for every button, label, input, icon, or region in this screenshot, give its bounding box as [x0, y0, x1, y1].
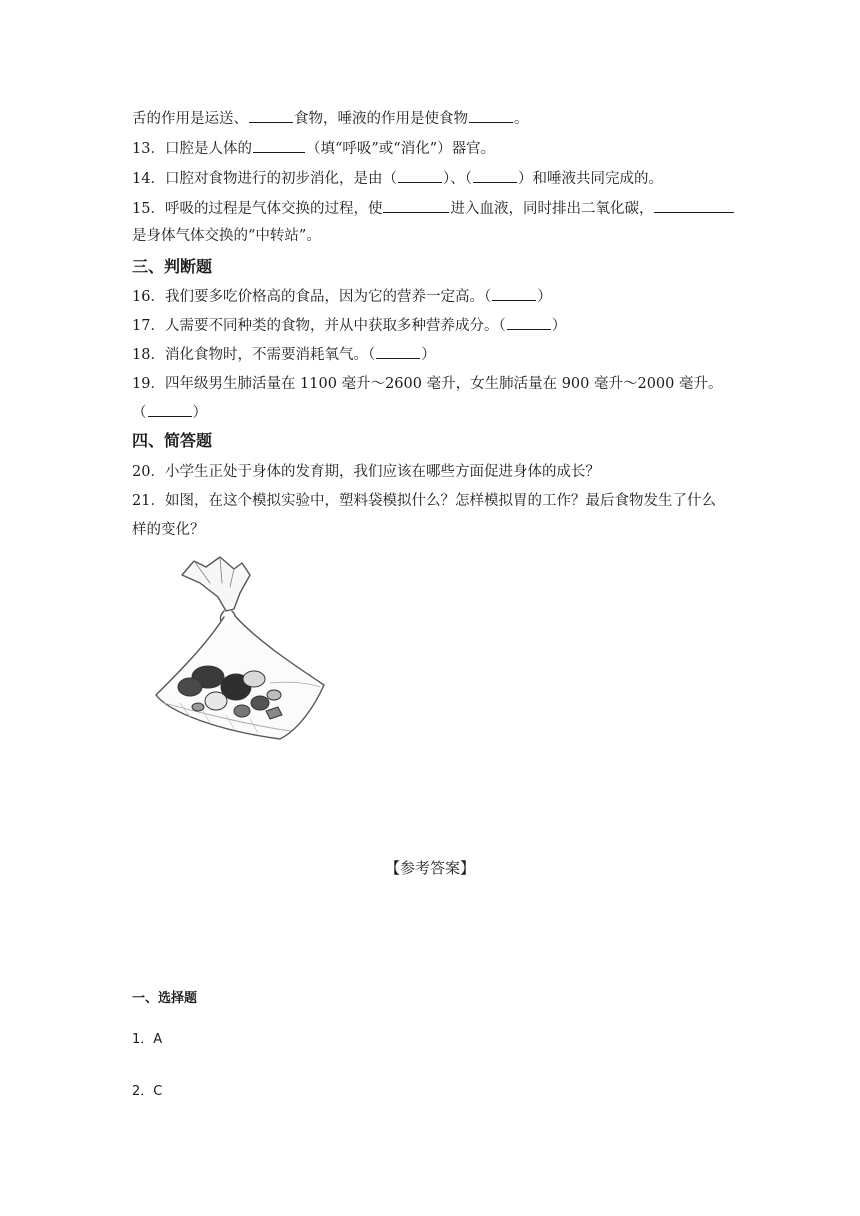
answer-blank[interactable] [654, 198, 734, 213]
question-text: 。 [514, 111, 529, 127]
answer-blank[interactable] [473, 168, 517, 183]
answer-blank[interactable] [383, 198, 449, 213]
question-text: 19．四年级男生肺活量在 1100 毫升～2600 毫升，女生肺活量在 900 毫升～2000 毫升。 [132, 376, 723, 392]
question-text: 15．呼吸的过程是气体交换的过程，使 [132, 201, 383, 217]
question-text: 17．人需要不同种类的食物，并从中获取多种营养成分。（ [132, 318, 506, 334]
question-text: ） [551, 318, 567, 334]
plastic-bag-food-illustration [150, 553, 330, 743]
answer-section-heading: 一、选择题 [132, 991, 198, 1006]
question-text: ） [421, 347, 436, 363]
answer-item-2: 2．C [132, 1084, 163, 1099]
section-heading-judge: 三、判断题 [132, 257, 213, 276]
question-13 [132, 138, 495, 159]
question-17 [132, 315, 566, 336]
question-text: 是身体气体交换的“中转站”。 [132, 228, 321, 244]
question-text: （填“呼吸”或“消化”）器官。 [305, 141, 496, 157]
question-12-continuation [132, 108, 529, 129]
question-21: 21．如图，在这个模拟实验中，塑料袋模拟什么？怎样模拟胃的工作？最后食物发生了什么 [132, 493, 716, 509]
answer-blank[interactable] [253, 138, 305, 153]
question-18 [132, 344, 436, 365]
question-text: 18．消化食物时，不需要消耗氧气。（ [132, 347, 376, 363]
question-20: 20．小学生正处于身体的发育期，我们应该在哪些方面促进身体的成长？ [132, 464, 600, 480]
question-text: ） [192, 405, 207, 421]
question-text: （ [132, 405, 147, 421]
answer-blank[interactable] [492, 286, 536, 301]
question-21-line2: 样的变化？ [132, 522, 205, 538]
section-heading-short-answer: 四、简答题 [132, 431, 213, 450]
question-text: 16．我们要多吃价格高的食品，因为它的营养一定高。（ [132, 289, 492, 305]
answer-item-1: 1．A [132, 1032, 163, 1047]
question-19-line2 [132, 402, 207, 423]
question-text: 13．口腔是人体的 [132, 141, 252, 157]
question-19 [132, 374, 722, 394]
question-16 [132, 286, 552, 307]
question-text: 食物，唾液的作用是使食物 [294, 111, 468, 127]
question-15 [132, 198, 735, 219]
question-text: 舌的作用是运送、 [132, 111, 248, 127]
question-text: ）和唾液共同完成的。 [517, 171, 663, 187]
answer-blank[interactable] [376, 344, 420, 359]
answer-blank[interactable] [507, 315, 551, 330]
question-14 [132, 168, 663, 189]
answer-blank[interactable] [249, 108, 293, 123]
question-15-line2 [132, 226, 321, 246]
answer-blank[interactable] [148, 402, 192, 417]
question-text: ） [537, 289, 552, 305]
question-text: 14．口腔对食物进行的初步消化，是由（ [132, 171, 397, 187]
answer-blank[interactable] [469, 108, 513, 123]
question-text: 进入血液，同时排出二氧化碳， [450, 201, 654, 217]
question-text: ）、（ [442, 171, 472, 187]
answer-key-title: 【参考答案】 [384, 859, 475, 877]
answer-blank[interactable] [398, 168, 442, 183]
